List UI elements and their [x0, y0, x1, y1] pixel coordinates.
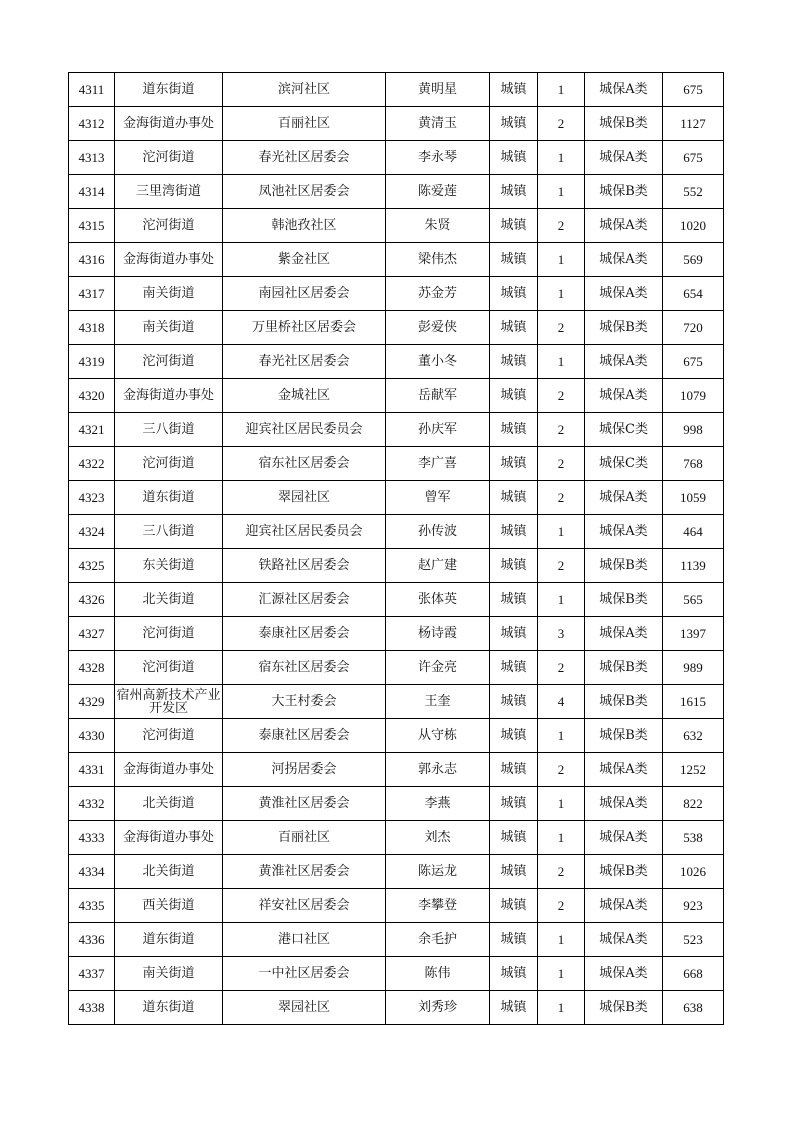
household-type-cell: 城镇	[490, 175, 538, 209]
household-size-cell: 2	[538, 549, 585, 583]
person-name-cell: 许金亮	[386, 651, 490, 685]
record-number-cell: 4333	[69, 821, 115, 855]
table-row	[69, 549, 724, 583]
person-name-cell: 黄清玉	[386, 107, 490, 141]
table-row	[69, 685, 724, 719]
street-office-cell: 沱河街道	[115, 345, 223, 379]
street-office-cell: 南关街道	[115, 311, 223, 345]
table-row	[69, 209, 724, 243]
person-name-cell: 张体英	[386, 583, 490, 617]
street-office-cell: 西关街道	[115, 889, 223, 923]
household-type-cell: 城镇	[490, 549, 538, 583]
street-office-cell: 东关街道	[115, 549, 223, 583]
assistance-category-cell: 城保C类	[585, 413, 663, 447]
community-cell: 祥安社区居委会	[223, 889, 386, 923]
table-row	[69, 957, 724, 991]
table-row	[69, 651, 724, 685]
household-type-cell: 城镇	[490, 685, 538, 719]
assistance-category-cell: 城保B类	[585, 583, 663, 617]
household-size-cell: 1	[538, 991, 585, 1025]
amount-cell: 668	[663, 957, 724, 991]
table-row	[69, 923, 724, 957]
assistance-category-cell: 城保A类	[585, 753, 663, 787]
table-row	[69, 583, 724, 617]
person-name-cell: 彭爱侠	[386, 311, 490, 345]
person-name-cell: 李燕	[386, 787, 490, 821]
household-type-cell: 城镇	[490, 345, 538, 379]
person-name-cell: 余毛护	[386, 923, 490, 957]
assistance-category-cell: 城保C类	[585, 447, 663, 481]
table-row	[69, 243, 724, 277]
amount-cell: 675	[663, 141, 724, 175]
household-size-cell: 2	[538, 481, 585, 515]
street-office-cell: 南关街道	[115, 277, 223, 311]
amount-cell: 998	[663, 413, 724, 447]
amount-cell: 1397	[663, 617, 724, 651]
assistance-category-cell: 城保A类	[585, 617, 663, 651]
record-number-cell: 4314	[69, 175, 115, 209]
street-office-cell: 道东街道	[115, 481, 223, 515]
amount-cell: 1127	[663, 107, 724, 141]
amount-cell: 1615	[663, 685, 724, 719]
assistance-category-cell: 城保A类	[585, 379, 663, 413]
community-cell: 金城社区	[223, 379, 386, 413]
household-type-cell: 城镇	[490, 617, 538, 651]
record-number-cell: 4325	[69, 549, 115, 583]
household-size-cell: 2	[538, 447, 585, 481]
assistance-category-cell: 城保A类	[585, 73, 663, 107]
assistance-category-cell: 城保A类	[585, 821, 663, 855]
record-number-cell: 4326	[69, 583, 115, 617]
household-type-cell: 城镇	[490, 651, 538, 685]
community-cell: 春光社区居委会	[223, 345, 386, 379]
person-name-cell: 李攀登	[386, 889, 490, 923]
person-name-cell: 曾军	[386, 481, 490, 515]
record-number-cell: 4320	[69, 379, 115, 413]
street-office-cell: 道东街道	[115, 923, 223, 957]
person-name-cell: 黄明星	[386, 73, 490, 107]
household-size-cell: 1	[538, 345, 585, 379]
street-office-cell: 金海街道办事处	[115, 753, 223, 787]
community-cell: 凤池社区居委会	[223, 175, 386, 209]
household-size-cell: 1	[538, 957, 585, 991]
person-name-cell: 李永琴	[386, 141, 490, 175]
record-number-cell: 4316	[69, 243, 115, 277]
amount-cell: 632	[663, 719, 724, 753]
person-name-cell: 岳献军	[386, 379, 490, 413]
street-office-cell: 三八街道	[115, 413, 223, 447]
person-name-cell: 从守栋	[386, 719, 490, 753]
person-name-cell: 郭永志	[386, 753, 490, 787]
community-cell: 泰康社区居委会	[223, 719, 386, 753]
community-cell: 黄淮社区居委会	[223, 787, 386, 821]
household-type-cell: 城镇	[490, 379, 538, 413]
record-number-cell: 4335	[69, 889, 115, 923]
table-body	[69, 73, 724, 1025]
amount-cell: 1020	[663, 209, 724, 243]
table-row	[69, 413, 724, 447]
assistance-category-cell: 城保A类	[585, 243, 663, 277]
amount-cell: 538	[663, 821, 724, 855]
household-type-cell: 城镇	[490, 243, 538, 277]
record-number-cell: 4311	[69, 73, 115, 107]
table-row	[69, 345, 724, 379]
amount-cell: 1059	[663, 481, 724, 515]
street-office-cell: 三八街道	[115, 515, 223, 549]
amount-cell: 675	[663, 73, 724, 107]
person-name-cell: 朱贤	[386, 209, 490, 243]
community-cell: 迎宾社区居民委员会	[223, 413, 386, 447]
household-size-cell: 1	[538, 243, 585, 277]
table-row	[69, 447, 724, 481]
assistance-category-cell: 城保A类	[585, 957, 663, 991]
household-type-cell: 城镇	[490, 787, 538, 821]
assistance-category-cell: 城保A类	[585, 209, 663, 243]
table-row	[69, 889, 724, 923]
community-cell: 一中社区居委会	[223, 957, 386, 991]
person-name-cell: 刘秀珍	[386, 991, 490, 1025]
assistance-category-cell: 城保B类	[585, 549, 663, 583]
household-size-cell: 1	[538, 583, 585, 617]
amount-cell: 565	[663, 583, 724, 617]
assistance-category-cell: 城保A类	[585, 277, 663, 311]
street-office-cell: 金海街道办事处	[115, 107, 223, 141]
amount-cell: 523	[663, 923, 724, 957]
household-type-cell: 城镇	[490, 73, 538, 107]
street-office-cell: 金海街道办事处	[115, 379, 223, 413]
assistance-category-cell: 城保B类	[585, 175, 663, 209]
household-size-cell: 1	[538, 175, 585, 209]
household-size-cell: 2	[538, 311, 585, 345]
street-office-cell: 道东街道	[115, 991, 223, 1025]
amount-cell: 569	[663, 243, 724, 277]
person-name-cell: 苏金芳	[386, 277, 490, 311]
household-type-cell: 城镇	[490, 141, 538, 175]
household-size-cell: 1	[538, 719, 585, 753]
household-size-cell: 2	[538, 209, 585, 243]
table-row	[69, 141, 724, 175]
household-size-cell: 2	[538, 413, 585, 447]
table-row	[69, 753, 724, 787]
amount-cell: 638	[663, 991, 724, 1025]
community-cell: 河拐居委会	[223, 753, 386, 787]
community-cell: 大王村委会	[223, 685, 386, 719]
record-number-cell: 4330	[69, 719, 115, 753]
table-row	[69, 719, 724, 753]
household-size-cell: 1	[538, 73, 585, 107]
record-number-cell: 4321	[69, 413, 115, 447]
community-cell: 万里桥社区居委会	[223, 311, 386, 345]
household-size-cell: 1	[538, 277, 585, 311]
assistance-category-cell: 城保A类	[585, 515, 663, 549]
household-size-cell: 1	[538, 821, 585, 855]
assistance-category-cell: 城保A类	[585, 923, 663, 957]
amount-cell: 552	[663, 175, 724, 209]
household-type-cell: 城镇	[490, 209, 538, 243]
person-name-cell: 陈伟	[386, 957, 490, 991]
household-type-cell: 城镇	[490, 107, 538, 141]
household-type-cell: 城镇	[490, 583, 538, 617]
street-office-cell: 金海街道办事处	[115, 821, 223, 855]
community-cell: 百丽社区	[223, 821, 386, 855]
household-size-cell: 1	[538, 787, 585, 821]
person-name-cell: 杨诗霞	[386, 617, 490, 651]
amount-cell: 675	[663, 345, 724, 379]
assistance-category-cell: 城保A类	[585, 889, 663, 923]
record-number-cell: 4337	[69, 957, 115, 991]
street-office-cell: 沱河街道	[115, 651, 223, 685]
amount-cell: 1079	[663, 379, 724, 413]
household-type-cell: 城镇	[490, 413, 538, 447]
table-row	[69, 311, 724, 345]
street-office-cell: 南关街道	[115, 957, 223, 991]
street-office-cell: 金海街道办事处	[115, 243, 223, 277]
community-cell: 百丽社区	[223, 107, 386, 141]
assistance-category-cell: 城保B类	[585, 107, 663, 141]
household-type-cell: 城镇	[490, 719, 538, 753]
person-name-cell: 董小冬	[386, 345, 490, 379]
record-number-cell: 4324	[69, 515, 115, 549]
assistance-category-cell: 城保A类	[585, 345, 663, 379]
household-type-cell: 城镇	[490, 481, 538, 515]
assistance-category-cell: 城保B类	[585, 311, 663, 345]
record-number-cell: 4322	[69, 447, 115, 481]
household-size-cell: 1	[538, 923, 585, 957]
record-number-cell: 4319	[69, 345, 115, 379]
assistance-category-cell: 城保B类	[585, 685, 663, 719]
household-type-cell: 城镇	[490, 311, 538, 345]
street-office-cell: 道东街道	[115, 73, 223, 107]
household-type-cell: 城镇	[490, 991, 538, 1025]
community-cell: 滨河社区	[223, 73, 386, 107]
table-row	[69, 787, 724, 821]
person-name-cell: 陈爱莲	[386, 175, 490, 209]
assistance-category-cell: 城保A类	[585, 787, 663, 821]
household-size-cell: 2	[538, 855, 585, 889]
amount-cell: 923	[663, 889, 724, 923]
community-cell: 翠园社区	[223, 991, 386, 1025]
street-office-cell: 沱河街道	[115, 617, 223, 651]
person-name-cell: 刘杰	[386, 821, 490, 855]
person-name-cell: 陈运龙	[386, 855, 490, 889]
assistance-category-cell: 城保B类	[585, 855, 663, 889]
community-cell: 港口社区	[223, 923, 386, 957]
street-office-cell: 沱河街道	[115, 719, 223, 753]
table-row	[69, 379, 724, 413]
amount-cell: 989	[663, 651, 724, 685]
household-size-cell: 1	[538, 515, 585, 549]
community-cell: 翠园社区	[223, 481, 386, 515]
person-name-cell: 赵广建	[386, 549, 490, 583]
household-type-cell: 城镇	[490, 923, 538, 957]
assistance-category-cell: 城保A类	[585, 141, 663, 175]
street-office-cell: 沱河街道	[115, 447, 223, 481]
street-office-cell: 北关街道	[115, 583, 223, 617]
table-row	[69, 481, 724, 515]
table-row	[69, 991, 724, 1025]
table-row	[69, 73, 724, 107]
household-size-cell: 2	[538, 889, 585, 923]
household-type-cell: 城镇	[490, 889, 538, 923]
community-cell: 宿东社区居委会	[223, 447, 386, 481]
assistance-category-cell: 城保B类	[585, 719, 663, 753]
street-office-cell: 三里湾街道	[115, 175, 223, 209]
household-type-cell: 城镇	[490, 855, 538, 889]
table-row	[69, 175, 724, 209]
household-type-cell: 城镇	[490, 753, 538, 787]
household-size-cell: 2	[538, 651, 585, 685]
assistance-category-cell: 城保B类	[585, 991, 663, 1025]
street-office-cell: 沱河街道	[115, 209, 223, 243]
record-number-cell: 4328	[69, 651, 115, 685]
street-office-cell: 北关街道	[115, 787, 223, 821]
household-size-cell: 2	[538, 753, 585, 787]
household-type-cell: 城镇	[490, 957, 538, 991]
record-number-cell: 4313	[69, 141, 115, 175]
household-type-cell: 城镇	[490, 821, 538, 855]
household-type-cell: 城镇	[490, 277, 538, 311]
record-number-cell: 4312	[69, 107, 115, 141]
household-size-cell: 1	[538, 141, 585, 175]
record-number-cell: 4332	[69, 787, 115, 821]
street-office-cell: 宿州高新技术产业开发区	[115, 685, 223, 719]
record-number-cell: 4336	[69, 923, 115, 957]
table-row	[69, 855, 724, 889]
assistance-category-cell: 城保A类	[585, 481, 663, 515]
community-cell: 汇源社区居委会	[223, 583, 386, 617]
amount-cell: 720	[663, 311, 724, 345]
table-row	[69, 515, 724, 549]
assistance-table	[68, 72, 724, 1025]
table-row	[69, 277, 724, 311]
amount-cell: 1139	[663, 549, 724, 583]
amount-cell: 768	[663, 447, 724, 481]
record-number-cell: 4315	[69, 209, 115, 243]
community-cell: 紫金社区	[223, 243, 386, 277]
record-number-cell: 4327	[69, 617, 115, 651]
household-type-cell: 城镇	[490, 515, 538, 549]
record-number-cell: 4318	[69, 311, 115, 345]
person-name-cell: 王奎	[386, 685, 490, 719]
person-name-cell: 孙庆军	[386, 413, 490, 447]
amount-cell: 1252	[663, 753, 724, 787]
community-cell: 韩池孜社区	[223, 209, 386, 243]
household-size-cell: 2	[538, 379, 585, 413]
amount-cell: 1026	[663, 855, 724, 889]
table-row	[69, 821, 724, 855]
community-cell: 南园社区居委会	[223, 277, 386, 311]
community-cell: 黄淮社区居委会	[223, 855, 386, 889]
street-office-cell: 沱河街道	[115, 141, 223, 175]
community-cell: 宿东社区居委会	[223, 651, 386, 685]
person-name-cell: 孙传波	[386, 515, 490, 549]
table-row	[69, 617, 724, 651]
community-cell: 春光社区居委会	[223, 141, 386, 175]
household-size-cell: 4	[538, 685, 585, 719]
record-number-cell: 4334	[69, 855, 115, 889]
amount-cell: 822	[663, 787, 724, 821]
amount-cell: 654	[663, 277, 724, 311]
street-office-cell: 北关街道	[115, 855, 223, 889]
community-cell: 铁路社区居委会	[223, 549, 386, 583]
community-cell: 迎宾社区居民委员会	[223, 515, 386, 549]
household-size-cell: 2	[538, 107, 585, 141]
assistance-category-cell: 城保B类	[585, 651, 663, 685]
record-number-cell: 4331	[69, 753, 115, 787]
household-size-cell: 3	[538, 617, 585, 651]
amount-cell: 464	[663, 515, 724, 549]
record-number-cell: 4329	[69, 685, 115, 719]
record-number-cell: 4317	[69, 277, 115, 311]
community-cell: 泰康社区居委会	[223, 617, 386, 651]
person-name-cell: 李广喜	[386, 447, 490, 481]
record-number-cell: 4323	[69, 481, 115, 515]
person-name-cell: 梁伟杰	[386, 243, 490, 277]
household-type-cell: 城镇	[490, 447, 538, 481]
record-number-cell: 4338	[69, 991, 115, 1025]
table-row	[69, 107, 724, 141]
